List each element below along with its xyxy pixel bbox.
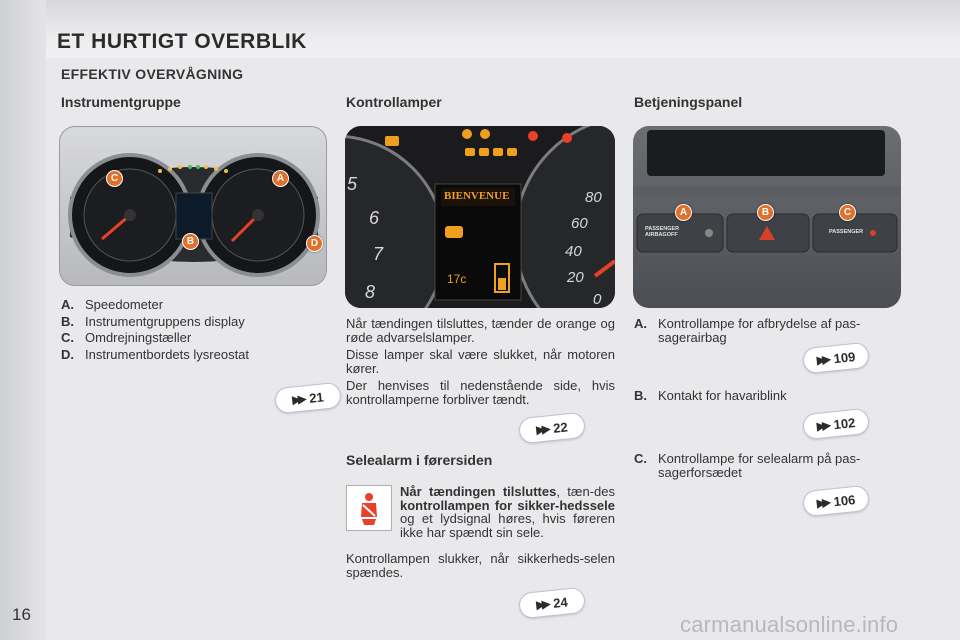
selealarm-text-2: og et lydsignal høres, hvis føreren ikke har spændt sin sele. (400, 511, 615, 540)
instrument-cluster-drawing (60, 127, 327, 286)
legend-key: A. (634, 316, 647, 331)
marker-b: B (757, 204, 774, 221)
svg-text:8: 8 (365, 282, 376, 302)
section-subtitle: EFFEKTIV OVERVÅGNING (61, 66, 244, 82)
heading-kontrollamper: Kontrollamper (346, 94, 442, 110)
seatbelt-icon-box (346, 485, 392, 531)
legend-text: Kontrollampe for afbrydelse af pas-sagerairbag (658, 316, 861, 345)
panel-item-b (634, 388, 900, 405)
heading-selealarm: Selealarm i førersiden (346, 452, 493, 468)
legend-text: Speedometer (85, 297, 164, 312)
fast-forward-icon: ▶▶ (535, 423, 548, 437)
panel-label-passenger: PASSENGER (829, 229, 864, 235)
page-ref-102[interactable] (802, 408, 870, 441)
legend-key: A. (61, 297, 74, 312)
page-ref-106[interactable] (802, 485, 870, 518)
marker-c: C (106, 170, 123, 187)
selealarm-text-1: , tæn-des (556, 484, 615, 499)
marker-a: A (675, 204, 692, 221)
legend-key: B. (634, 388, 647, 403)
selealarm-text-2-block (346, 552, 615, 583)
page-ref-109[interactable] (802, 342, 870, 375)
selealarm-bold-mid: kontrollampen for sikker-hedssele (400, 497, 615, 513)
selealarm-bold-intro: Når tændingen tilsluttes (400, 484, 557, 499)
page-ref-24[interactable] (518, 587, 586, 620)
fast-forward-icon: ▶▶ (291, 393, 304, 407)
warning-lamps-drawing (345, 126, 615, 308)
ref-number: 102 (832, 414, 856, 432)
watermark: carmanualsonline.info (680, 612, 899, 637)
ref-number: 24 (552, 593, 569, 611)
svg-text:5: 5 (347, 174, 358, 194)
legend-key: C. (61, 330, 74, 345)
legend-row (61, 314, 249, 331)
svg-text:40: 40 (565, 243, 582, 260)
page-ref-21[interactable] (274, 382, 342, 415)
panel-item-c (634, 452, 900, 480)
svg-text:80: 80 (585, 189, 602, 206)
display-temperature: 17c (447, 272, 467, 286)
legend-row (61, 347, 249, 364)
heading-instrumentgruppe: Instrumentgruppe (61, 94, 181, 110)
ref-number: 106 (832, 491, 856, 509)
kontrollamper-paragraph-3: Der henvises til nedenstående side, hvis kontrollamperne forbliver tændt. (346, 378, 615, 407)
marker-a: A (272, 170, 289, 187)
instrument-legend (61, 297, 249, 363)
legend-key: D. (61, 346, 74, 362)
svg-text:20: 20 (567, 269, 584, 286)
marker-d: D (306, 235, 323, 252)
page-title: ET HURTIGT OVERBLIK (57, 30, 307, 53)
kontrollamper-paragraph-2: Disse lamper skal være slukket, når motoren kører. (346, 347, 615, 376)
fast-forward-icon: ▶▶ (816, 496, 829, 510)
legend-text: Kontakt for havariblink (658, 388, 787, 403)
fast-forward-icon: ▶▶ (816, 419, 829, 433)
panel-item-a (634, 317, 900, 345)
control-panel-photo (633, 126, 901, 308)
svg-text:0: 0 (593, 291, 602, 308)
left-margin-bar (0, 0, 46, 640)
legend-text: Instrumentbordets lysreostat (85, 346, 250, 362)
marker-b: B (182, 233, 199, 250)
display-welcome-text: BIENVENUE (444, 190, 510, 202)
panel-label-airbag: PASSENGER AIRBAGOFF (645, 226, 680, 238)
legend-key: C. (634, 451, 647, 466)
legend-text: Instrumentgruppens display (85, 313, 245, 329)
page-ref-22[interactable] (518, 412, 586, 445)
seatbelt-icon (350, 489, 388, 527)
legend-text: Kontrollampe for selealarm på pas-sagerforsædet (658, 451, 861, 480)
fast-forward-icon: ▶▶ (816, 353, 829, 367)
svg-text:60: 60 (571, 215, 588, 232)
legend-row (634, 452, 900, 480)
fast-forward-icon: ▶▶ (535, 598, 548, 612)
selealarm-paragraph-1 (400, 485, 615, 539)
legend-row (634, 317, 900, 345)
selealarm-paragraph-2: Kontrollampen slukker, når sikkerheds-selen spændes. (346, 551, 615, 580)
instrument-cluster-photo (59, 126, 327, 286)
ref-number: 21 (308, 388, 325, 406)
page-number: 16 (12, 605, 31, 624)
selealarm-text (400, 485, 615, 543)
legend-row (634, 388, 900, 405)
warning-lamps-photo (345, 126, 615, 308)
kontrollamper-paragraph-1: Når tændingen tilsluttes, tænder de orange og røde advarselslamper. (346, 316, 615, 345)
legend-text: Omdrejningstæller (85, 330, 192, 345)
marker-c: C (839, 204, 856, 221)
legend-row (61, 330, 249, 347)
kontrollamper-text (346, 317, 615, 411)
heading-betjeningspanel: Betjeningspanel (634, 94, 743, 110)
ref-number: 109 (832, 348, 856, 366)
ref-number: 22 (552, 418, 569, 436)
legend-row (61, 297, 249, 314)
legend-key: B. (61, 313, 74, 329)
svg-text:6: 6 (369, 208, 380, 228)
svg-text:7: 7 (373, 244, 384, 264)
